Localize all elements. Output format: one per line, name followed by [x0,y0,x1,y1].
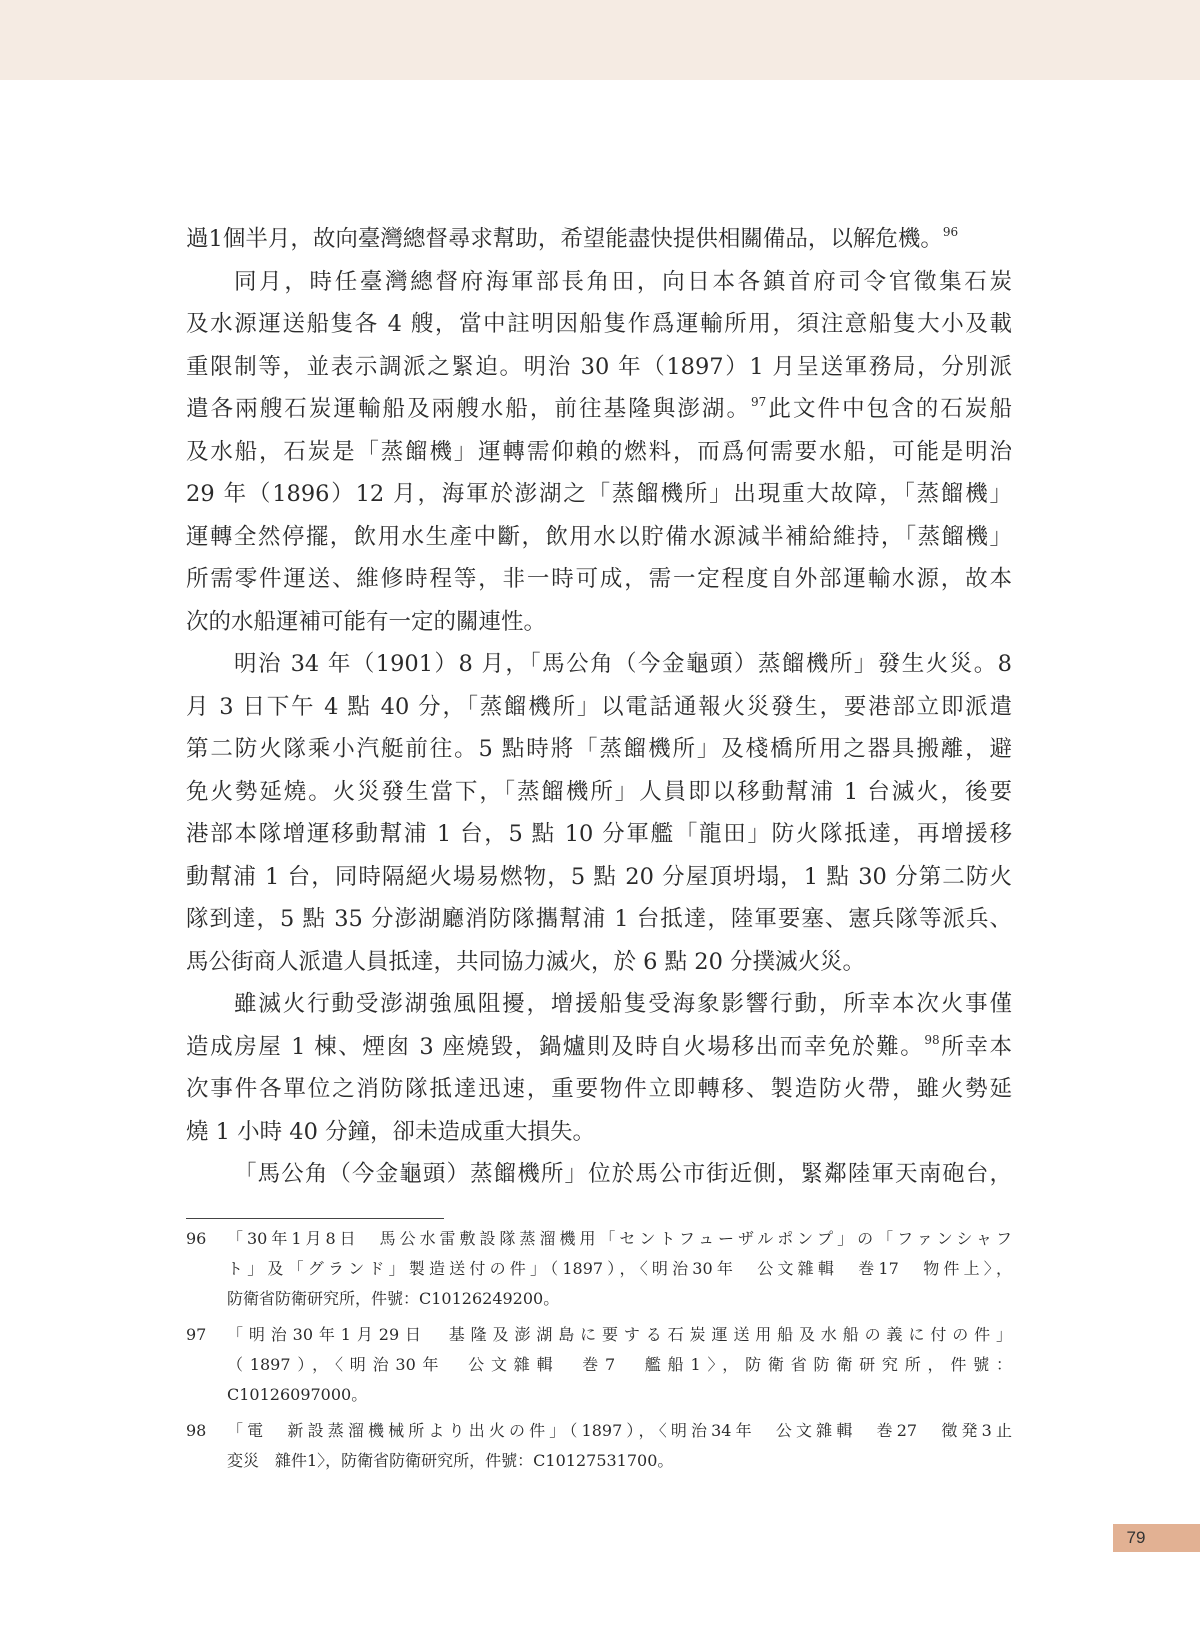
footnote-line: 変災 雜件1〉，防衛省防衛研究所，件號：C10127531700。 [227,1451,674,1470]
body-text [186,218,1012,1196]
body-line-text: 次的水船運補可能有一定的關連性。 [186,608,547,635]
footnote-line: 「電 新設蒸溜機械所より出火の件」（1897），〈明治34年 公文雜輯 巻27 徵発3止 [227,1421,1012,1440]
body-line [186,813,1012,856]
page-number: 79 [1126,1528,1146,1547]
body-line-text: 隊到達，5 點 35 分澎湖廳消防隊攜幫浦 1 台抵達，陸軍要塞、憲兵隊等派兵、 [186,906,1012,932]
body-line [186,1026,1012,1069]
footnote [186,1224,1012,1314]
body-line [186,1068,1012,1111]
footnote [186,1416,1012,1476]
body-line [186,983,1012,1026]
body-line [186,388,1012,431]
footnote-line: 「30年1月8日 馬公水雷敷設隊蒸溜機用「セントフューザルポンプ」の「ファンシャフ [227,1229,1012,1248]
footnote [186,1320,1012,1410]
body-line-text: 明治 34 年（1901）8 月，「馬公角（今金龜頭）蒸餾機所」發生火災。8 [234,651,1012,677]
body-line [186,303,1012,346]
footnote-line: ト」及「グランド」製造送付の件」（1897），〈明治30年 公文雜輯 巻17 物件上〉， [227,1259,1012,1278]
body-line [186,898,1012,941]
body-line [186,218,1012,261]
footnote-line: 防衛省防衛研究所，件號：C10126249200。 [227,1289,560,1308]
body-line-text: 重限制等，並表示調派之緊迫。明治 30 年（1897）1 月呈送軍務局，分別派 [186,353,1012,380]
body-line [186,771,1012,814]
footnote-number: 98 [186,1421,207,1440]
body-line [186,516,1012,559]
body-line [186,431,1012,474]
body-line-text: 馬公街商人派遣人員抵達，共同協力滅火，於 6 點 20 分撲滅火災。 [186,948,866,975]
header-band [0,0,1200,80]
body-line-text: 遣各兩艘石炭運輸船及兩艘水船，前往基隆與澎湖。 [186,396,752,422]
body-line [186,643,1012,686]
body-line [186,473,1012,516]
body-line-text: 動幫浦 1 台，同時隔絕火場易燃物，5 點 20 分屋頂坍塌，1 點 30 分第二防火 [186,863,1012,890]
body-line [186,346,1012,389]
footnote-ref[interactable]: 97 [751,395,767,409]
body-line [186,1111,1012,1154]
body-line-text: 過1個半月，故向臺灣總督尋求幫助，希望能盡快提供相關備品，以解危機。 [186,226,943,252]
footnote-ref[interactable]: 96 [942,225,959,239]
body-line-text: 此文件中包含的石炭船 [766,396,1012,422]
body-line [186,686,1012,729]
body-line [186,941,1012,984]
body-line-text: 29 年（1896）12 月，海軍於澎湖之「蒸餾機所」出現重大故障，「蒸餾機」 [186,481,1012,507]
body-line-text: 雖滅火行動受澎湖強風阻擾，增援船隻受海象影響行動，所幸本次火事僅 [234,991,1012,1017]
footnotes [186,1224,1012,1482]
footnote-line: C10126097000。 [227,1385,368,1404]
body-line [186,601,1012,644]
footnote-ref[interactable]: 98 [924,1032,940,1047]
body-line-text: 及水源運送船隻各 4 艘，當中註明因船隻作爲運輸所用，須注意船隻大小及載 [186,311,1012,337]
body-line-text: 造成房屋 1 棟、煙囱 3 座燒毀，鍋爐則及時自火場移出而幸免於難。 [186,1033,925,1060]
body-line-text: 第二防火隊乘小汽艇前往。5 點時將「蒸餾機所」及棧橋所用之器具搬離，避 [186,736,1012,762]
body-line-text: 月 3 日下午 4 點 40 分，「蒸餾機所」以電話通報火災發生，要港部立即派遣 [186,693,1012,720]
footnote-line: 「明治30年1月29日 基隆及澎湖島に要する石炭運送用船及水船の義に付の件」 [227,1325,1012,1344]
body-line-text: 港部本隊增運移動幫浦 1 台，5 點 10 分軍艦「龍田」防火隊抵達，再增援移 [186,821,1012,847]
footnote-number: 96 [186,1229,207,1248]
body-line [186,558,1012,601]
body-line-text: 及水船，石炭是「蒸餾機」運轉需仰賴的燃料，而爲何需要水船，可能是明治 [186,438,1012,465]
body-line [186,261,1012,304]
body-line [186,856,1012,899]
body-line-text: 次事件各單位之消防隊抵達迅速，重要物件立即轉移、製造防火帶，雖火勢延 [186,1076,1012,1102]
body-line-text: 所需零件運送、維修時程等，非一時可成，需一定程度自外部運輸水源，故本 [186,566,1012,592]
body-line-text: 免火勢延燒。火災發生當下，「蒸餾機所」人員即以移動幫浦 1 台滅火，後要 [186,778,1012,805]
body-line-text: 所幸本 [939,1033,1012,1060]
body-line-text: 燒 1 小時 40 分鐘，卻未造成重大損失。 [186,1118,596,1145]
body-line [186,1153,1012,1196]
body-line-text: 運轉全然停擺，飲用水生產中斷，飲用水以貯備水源減半補給維持，「蒸餾機」 [186,523,1012,550]
body-line-text: 同月，時任臺灣總督府海軍部長角田，向日本各鎮首府司令官徵集石炭 [234,268,1012,295]
footnote-number: 97 [186,1325,207,1344]
footnote-line: （1897），〈明治30年 公文雜輯 巻7 艦船1〉，防衛省防衛研究所，件號： [227,1355,1012,1374]
body-line [186,728,1012,771]
footnote-divider [186,1218,444,1219]
body-line-text: 「馬公角（今金龜頭）蒸餾機所」位於馬公市街近側，緊鄰陸軍天南砲台， [234,1161,1012,1187]
